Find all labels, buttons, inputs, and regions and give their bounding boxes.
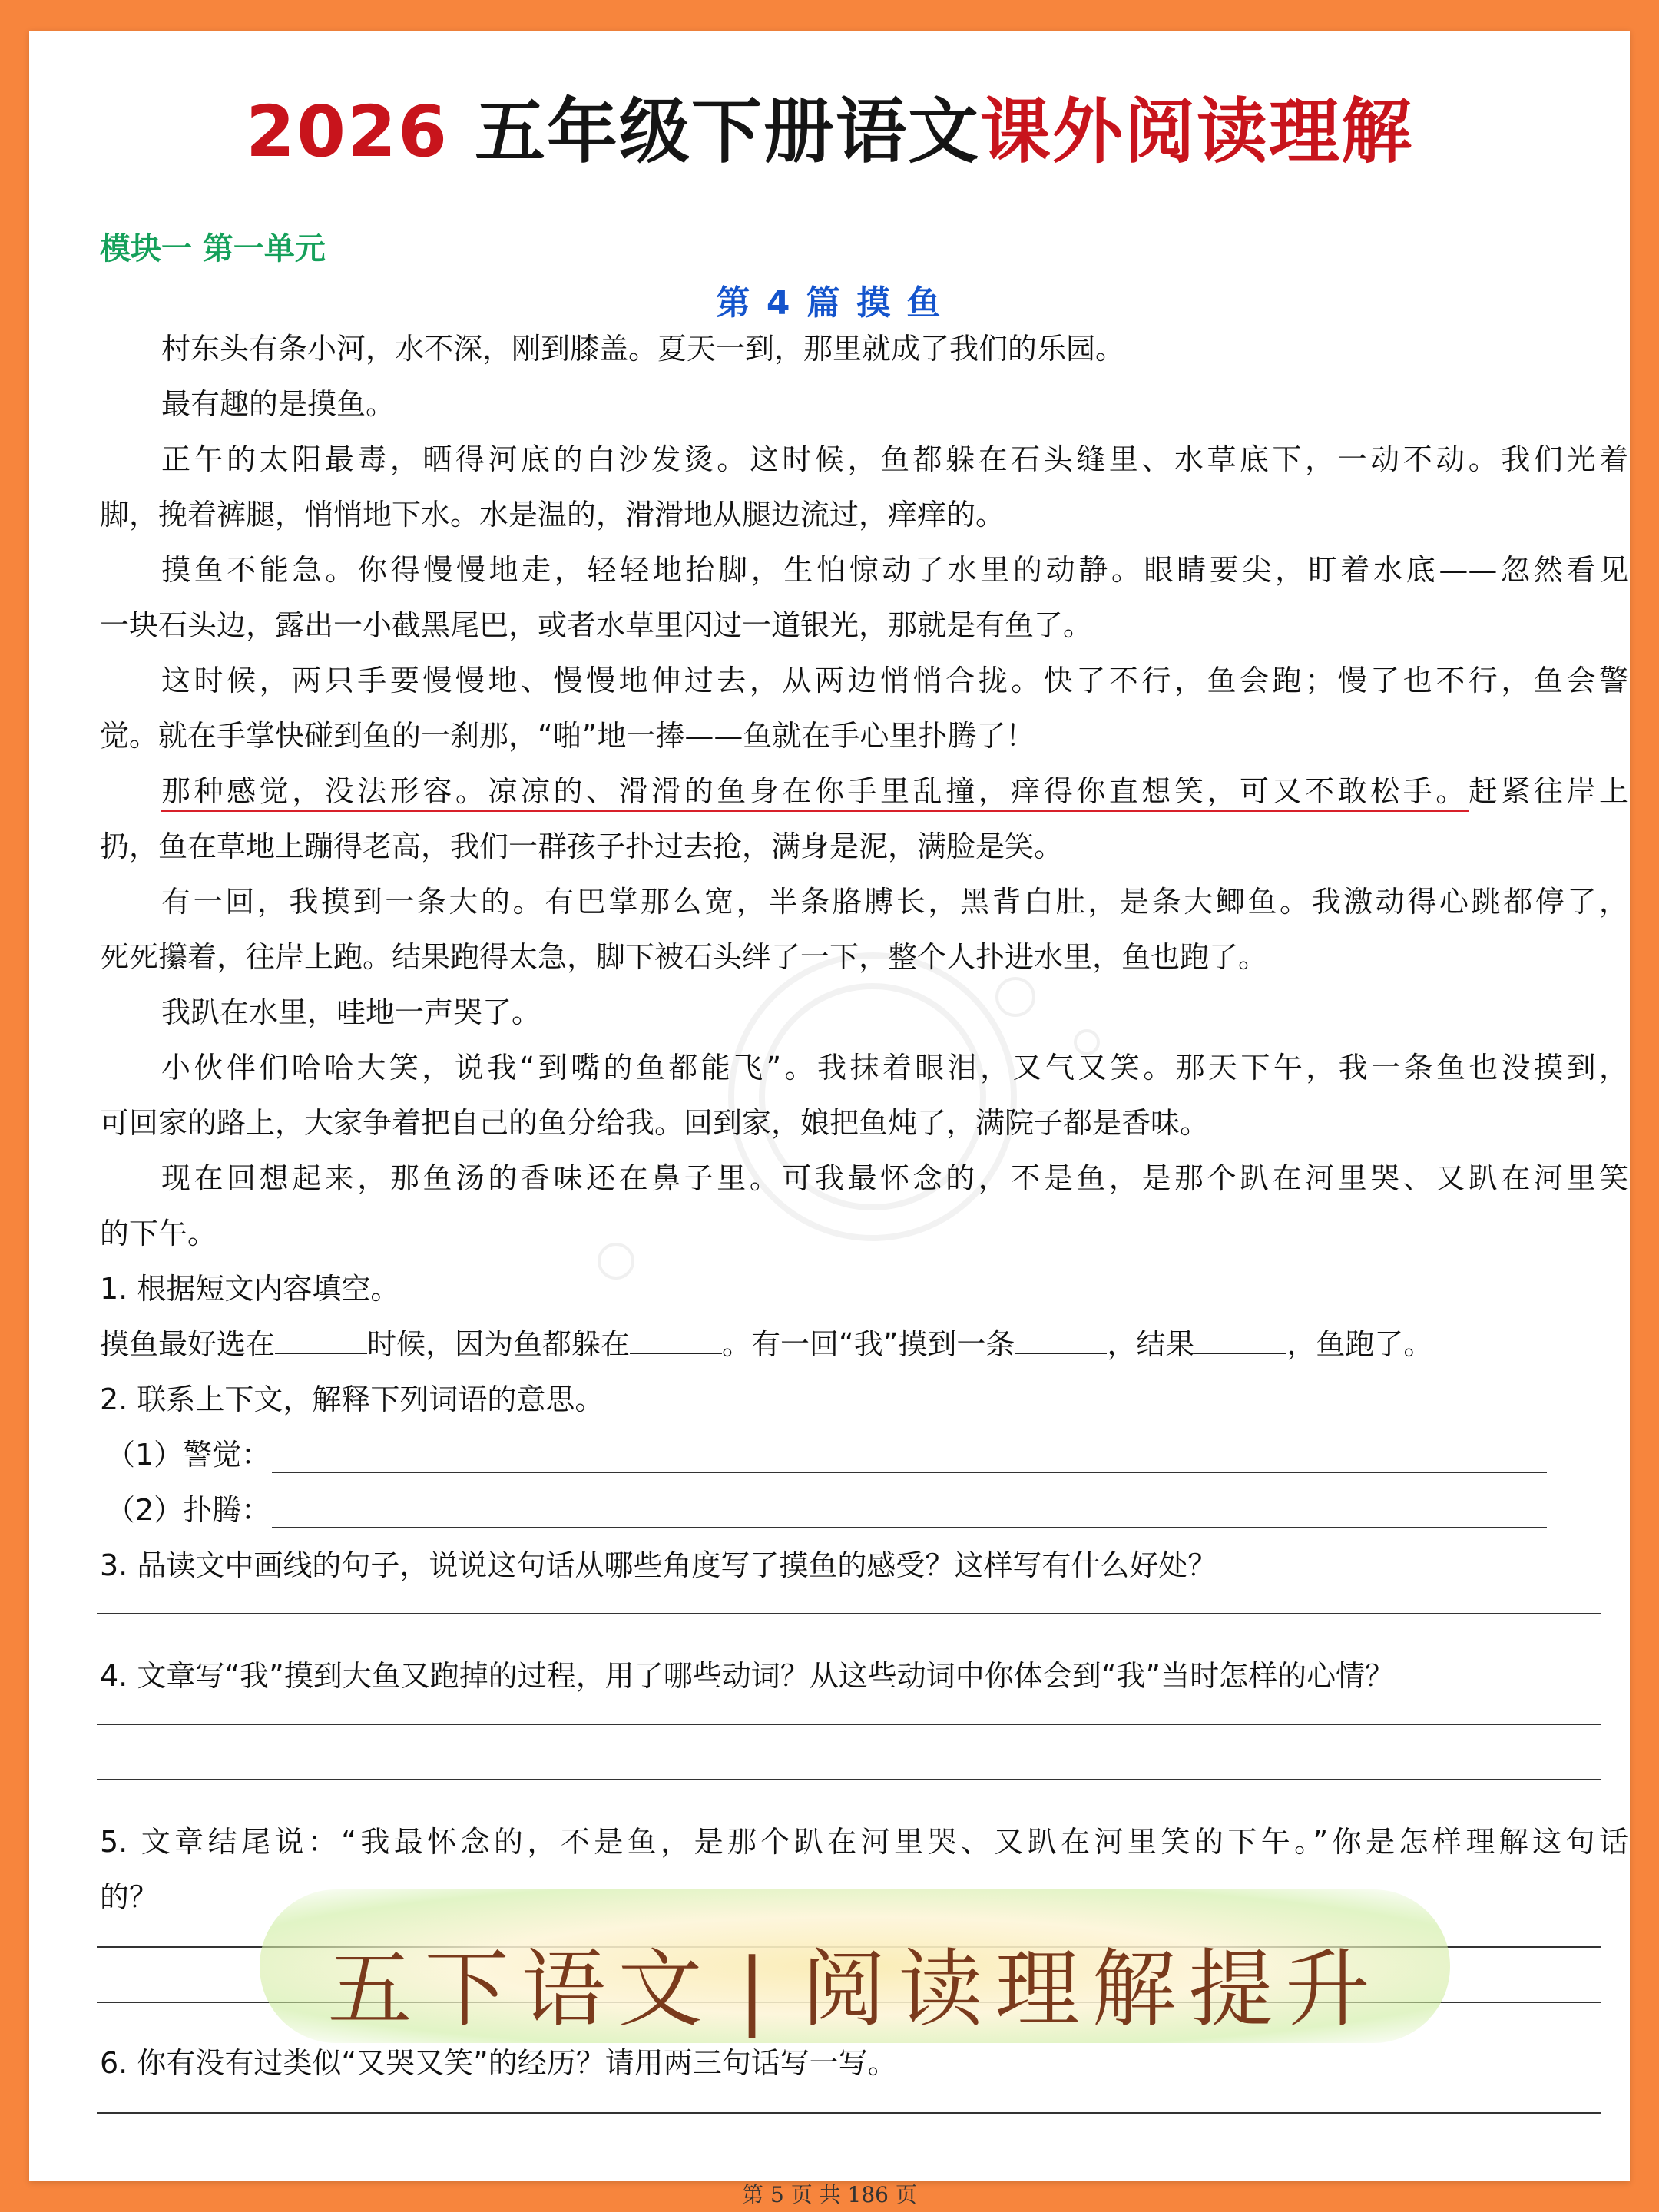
- fill-text: 。有一回“我”摸到一条: [722, 1327, 1015, 1361]
- promo-banner: [260, 1889, 1450, 2043]
- fill-blank[interactable]: [1015, 1326, 1107, 1354]
- question-2: 2. 联系上下文，解释下列词语的意思。: [100, 1382, 604, 1416]
- promo-banner-left: 五下语文: [327, 1940, 715, 2038]
- question-5: 5. 文章结尾说：“我最怀念的，不是鱼，是那个趴在河里哭、又趴在河里笑的下午。”你是怎样理解这句话: [100, 1825, 1628, 1859]
- question-6: 6. 你有没有过类似“又哭又笑”的经历？请用两三句话写一写。: [100, 2046, 897, 2080]
- module-label: 模块一 第一单元: [100, 231, 326, 267]
- chapter-title: 第 4 篇 摸 鱼: [716, 283, 943, 323]
- passage-line: [161, 773, 1628, 810]
- passage-line: 小伙伴们哈哈大笑，说我“到嘴的鱼都能飞”。我抹着眼泪，又气又笑。那天下午，我一条鱼也没摸到，: [161, 1051, 1628, 1084]
- answer-line[interactable]: [97, 1613, 1601, 1614]
- passage-line: 摸鱼不能急。你得慢慢地走，轻轻地抬脚，生怕惊动了水里的动静。眼睛要尖，盯着水底——忽然看见: [161, 553, 1628, 587]
- passage-line-rest: 赶紧往岸上: [1468, 774, 1628, 808]
- passage-paragraph: 我趴在水里，哇地一声哭了。: [161, 995, 541, 1029]
- passage-line: 这时候，两只手要慢慢地、慢慢地伸过去，从两边悄悄合拢。快了不行，鱼会跑；慢了也不行，鱼会警: [161, 664, 1628, 697]
- fill-blank[interactable]: [630, 1326, 722, 1354]
- question-3: 3. 品读文中画线的句子，说说这句话从哪些角度写了摸鱼的感受？这样写有什么好处？: [100, 1548, 1217, 1582]
- answer-line[interactable]: [272, 1472, 1547, 1473]
- page-number: 第 5 页 共 186 页: [742, 2182, 917, 2207]
- title-subject: 课外阅读理解: [980, 91, 1414, 173]
- fill-text: ，结果: [1107, 1327, 1195, 1361]
- question-2-item-1: （1）警觉：: [106, 1438, 271, 1472]
- page-title: [29, 75, 1630, 177]
- title-year: 2026: [245, 91, 449, 173]
- passage-line: 现在回想起来，那鱼汤的香味还在鼻子里。可我最怀念的，不是鱼，是那个趴在河里哭、又趴在河里笑: [161, 1161, 1628, 1195]
- passage-line: 觉。就在手掌快碰到鱼的一刹那，“啪”地一捧——鱼就在手心里扑腾了！: [100, 719, 1035, 753]
- passage-paragraph: 最有趣的是摸鱼。: [161, 387, 396, 421]
- passage-line: 正午的太阳最毒，晒得河底的白沙发烫。这时候，鱼都躲在石头缝里、水草底下，一动不动。我们光着: [161, 442, 1628, 476]
- promo-banner-text: [260, 1922, 1450, 2043]
- answer-line[interactable]: [97, 1724, 1601, 1725]
- question-1-fill: [100, 1326, 1628, 1363]
- title-grade: 五年级下册语文: [475, 91, 981, 173]
- question-1: 1. 根据短文内容填空。: [100, 1272, 400, 1306]
- passage-line: 一块石头边，露出一小截黑尾巴，或者水草里闪过一道银光，那就是有鱼了。: [100, 608, 1093, 642]
- passage-line: 扔，鱼在草地上蹦得老高，我们一群孩子扑过去抢，满身是泥，满脸是笑。: [100, 830, 1064, 863]
- worksheet-page: [29, 31, 1630, 2207]
- fill-text: 摸鱼最好选在: [100, 1327, 276, 1361]
- answer-line[interactable]: [97, 1779, 1601, 1780]
- passage-paragraph: 村东头有条小河，水不深，刚到膝盖。夏天一到，那里就成了我们的乐园。: [161, 332, 1125, 366]
- fill-text: ，鱼跑了。: [1286, 1327, 1433, 1361]
- passage-line: 的下午。: [100, 1217, 217, 1250]
- passage-line: 有一回，我摸到一条大的。有巴掌那么宽，半条胳膊长，黑背白肚，是条大鲫鱼。我激动得心跳都停了，: [161, 885, 1628, 919]
- fill-blank[interactable]: [1194, 1326, 1286, 1354]
- question-2-item-2: （2）扑腾：: [106, 1493, 271, 1527]
- passage-line: 可回家的路上，大家争着把自己的鱼分给我。回到家，娘把鱼炖了，满院子都是香味。: [100, 1106, 1210, 1140]
- promo-banner-right: 阅读理解提升: [801, 1940, 1382, 2038]
- answer-line[interactable]: [272, 1527, 1547, 1528]
- promo-banner-separator: |: [737, 1940, 779, 2038]
- passage-line: 死死攥着，往岸上跑。结果跑得太急，脚下被石头绊了一下，整个人扑进水里，鱼也跑了。: [100, 940, 1268, 974]
- fill-text: 时候，因为鱼都躲在: [367, 1327, 631, 1361]
- fill-blank[interactable]: [275, 1326, 367, 1354]
- question-5-continued: 的？: [100, 1880, 159, 1914]
- underlined-sentence: 那种感觉，没法形容。凉凉的、滑滑的鱼身在你手里乱撞，痒得你直想笑，可又不敢松手。: [161, 774, 1469, 812]
- answer-line[interactable]: [97, 2112, 1601, 2114]
- question-4: 4. 文章写“我”摸到大鱼又跑掉的过程，用了哪些动词？从这些动词中你体会到“我”当时怎样的心情？: [100, 1659, 1395, 1693]
- passage-line: 脚，挽着裤腿，悄悄地下水。水是温的，滑滑地从腿边流过，痒痒的。: [100, 498, 1005, 531]
